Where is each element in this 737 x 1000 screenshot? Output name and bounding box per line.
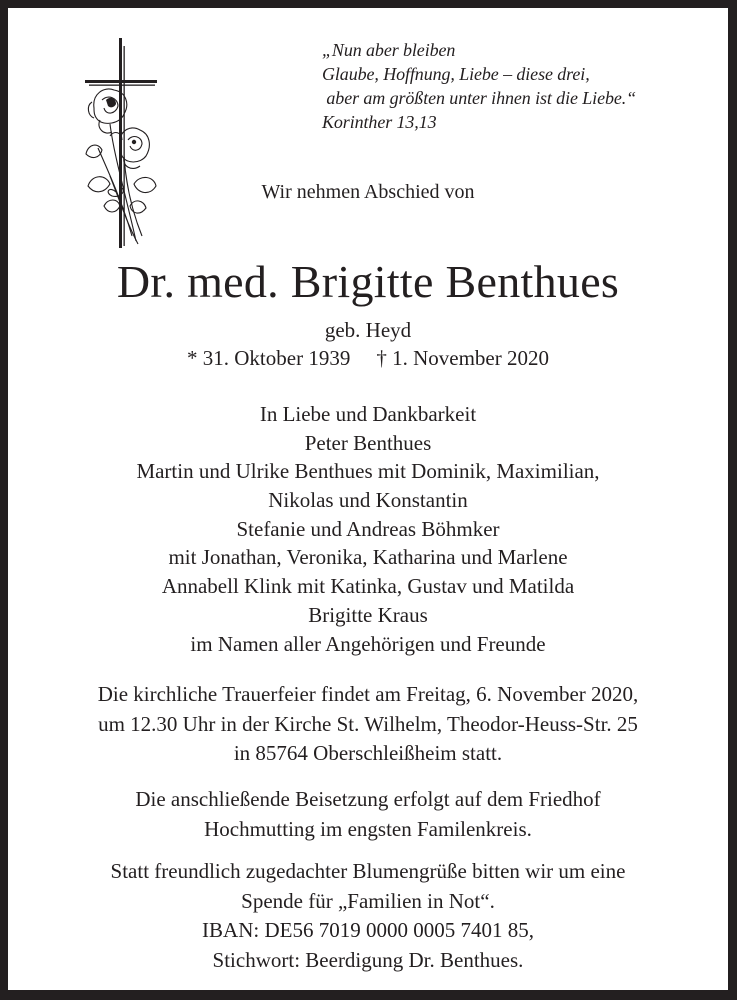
donation-line: Spende für „Familien in Not“.	[241, 888, 495, 913]
quote-line: „Nun aber bleiben	[322, 40, 456, 60]
mourner-line: Annabell Klink mit Katinka, Gustav und Matilda	[161, 574, 575, 599]
mourner-line: Nikolas und Konstantin	[268, 488, 468, 513]
mourner-line: Brigitte Kraus	[308, 602, 428, 627]
mourners-list	[8, 400, 728, 658]
obituary-notice	[8, 8, 728, 990]
mourners-heading: In Liebe und Dankbarkeit	[259, 402, 477, 426]
quote-line: aber am größten unter ihnen ist die Liebe.“	[322, 88, 637, 108]
ceremony-line: in 85764 Oberschleißheim statt.	[233, 741, 503, 765]
burial-line: Hochmutting im engsten Familenkreis.	[204, 816, 532, 841]
mourner-line: mit Jonathan, Veronika, Katharina und Marlene	[168, 545, 568, 570]
quote-reference: Korinther 13,13	[322, 112, 437, 132]
ceremony-line: um 12.30 Uhr in der Kirche St. Wilhelm, Theodor-Heuss-Str. 25	[98, 711, 638, 736]
mourner-line: im Namen aller Angehörigen und Freunde	[190, 631, 546, 656]
ceremony-info	[8, 680, 728, 769]
ceremony-line: Die kirchliche Trauerfeier findet am Freitag, 6. November 2020,	[97, 682, 639, 706]
mourner-line: Stefanie und Andreas Böhmker	[236, 516, 500, 541]
life-dates	[8, 344, 728, 372]
donation-info	[8, 857, 728, 975]
quote-line: Glaube, Hoffnung, Liebe – diese drei,	[322, 64, 590, 84]
burial-info	[8, 785, 728, 844]
iban: IBAN: DE56 7019 0000 0005 7401 85,	[202, 918, 534, 942]
death-date: † 1. November 2020	[376, 346, 549, 370]
mourner-line: Martin und Ulrike Benthues mit Dominik, Maximilian,	[136, 459, 600, 484]
cross-with-roses-icon	[74, 36, 174, 251]
intro-text: Wir nehmen Abschied von	[261, 181, 475, 203]
deceased-name: Dr. med. Brigitte Benthues	[116, 256, 620, 307]
burial-line: Die anschließende Beisetzung erfolgt auf dem Friedhof	[135, 787, 601, 811]
bible-quote	[322, 38, 636, 134]
donation-keyword: Stichwort: Beerdigung Dr. Benthues.	[212, 947, 524, 972]
maiden-name: geb. Heyd	[324, 318, 412, 342]
birth-date: * 31. Oktober 1939	[187, 346, 351, 370]
donation-line: Statt freundlich zugedachter Blumengrüße bitten wir um eine	[110, 859, 626, 883]
mourner-line: Peter Benthues	[304, 430, 432, 455]
